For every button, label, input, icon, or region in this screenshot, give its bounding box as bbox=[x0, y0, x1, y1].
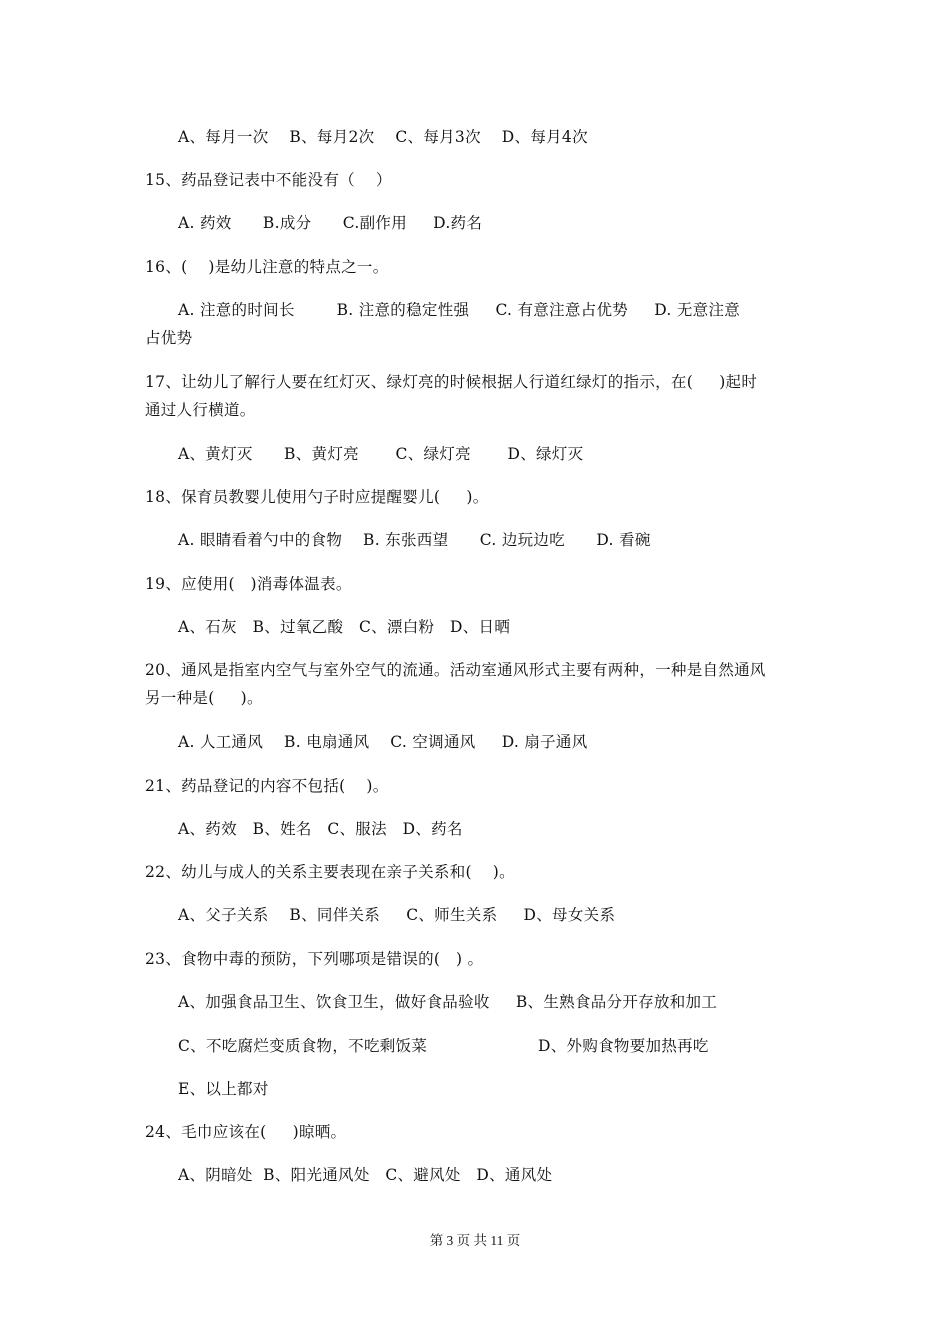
page-footer: 第 3 页 共 11 页 bbox=[429, 1233, 521, 1248]
q17-question: 17、让幼儿了解行人要在红灯灭、绿灯亮的时候根据人行道红绿灯的指示，在( )起时 bbox=[145, 373, 758, 391]
q18-options: A. 眼睛看着勺中的食物 B. 东张西望 C. 边玩边吃 D. 看碗 bbox=[178, 531, 651, 549]
q20-options: A. 人工通风 B. 电扇通风 C. 空调通风 D. 扇子通风 bbox=[178, 733, 588, 751]
q24-options: A、阴暗处 B、阳光通风处 C、避风处 D、通风处 bbox=[178, 1166, 553, 1184]
q22-question: 22、幼儿与成人的关系主要表现在亲子关系和( )。 bbox=[145, 863, 515, 881]
q20-question: 20、通风是指室内空气与室外空气的流通。活动室通风形式主要有两种，一种是自然通风 bbox=[145, 661, 766, 679]
q21-options: A、药效 B、姓名 C、服法 D、药名 bbox=[178, 820, 463, 838]
q20-question-continued: 另一种是( )。 bbox=[145, 689, 263, 707]
q15-options: A. 药效 B.成分 C.副作用 D.药名 bbox=[178, 214, 483, 232]
q22-options: A、父子关系 B、同伴关系 C、师生关系 D、母女关系 bbox=[178, 906, 616, 924]
q23-options-ab: A、加强食品卫生、饮食卫生，做好食品验收 B、生熟食品分开存放和加工 bbox=[178, 993, 718, 1011]
q21-question: 21、药品登记的内容不包括( )。 bbox=[145, 777, 389, 795]
q17-question-continued: 通过人行横道。 bbox=[145, 401, 256, 419]
q24-question: 24、毛巾应该在( )晾晒。 bbox=[145, 1123, 347, 1141]
q18-question: 18、保育员教婴儿使用勺子时应提醒婴儿( )。 bbox=[145, 488, 489, 506]
q16-options: A. 注意的时间长 B. 注意的稳定性强 C. 有意注意占优势 D. 无意注意 bbox=[178, 301, 741, 319]
q16-options-continued: 占优势 bbox=[145, 329, 193, 347]
q23-question: 23、食物中毒的预防，下列哪项是错误的( ) 。 bbox=[145, 950, 484, 968]
q17-options: A、黄灯灭 B、黄灯亮 C、绿灯亮 D、绿灯灭 bbox=[178, 445, 584, 463]
q23-option-e: E、以上都对 bbox=[178, 1080, 269, 1098]
q19-question: 19、应使用( )消毒体温表。 bbox=[145, 575, 352, 593]
q15-question: 15、药品登记表中不能没有（ ） bbox=[145, 171, 392, 189]
q23-option-d: D、外购食物要加热再吃 bbox=[538, 1037, 709, 1055]
q19-options: A、石灰 B、过氧乙酸 C、漂白粉 D、日晒 bbox=[178, 618, 511, 636]
q16-question: 16、( )是幼儿注意的特点之一。 bbox=[145, 258, 389, 276]
q14-options: A、每月一次 B、每月2次 C、每月3次 D、每月4次 bbox=[178, 128, 588, 146]
q23-option-c: C、不吃腐烂变质食物，不吃剩饭菜 bbox=[178, 1037, 428, 1055]
